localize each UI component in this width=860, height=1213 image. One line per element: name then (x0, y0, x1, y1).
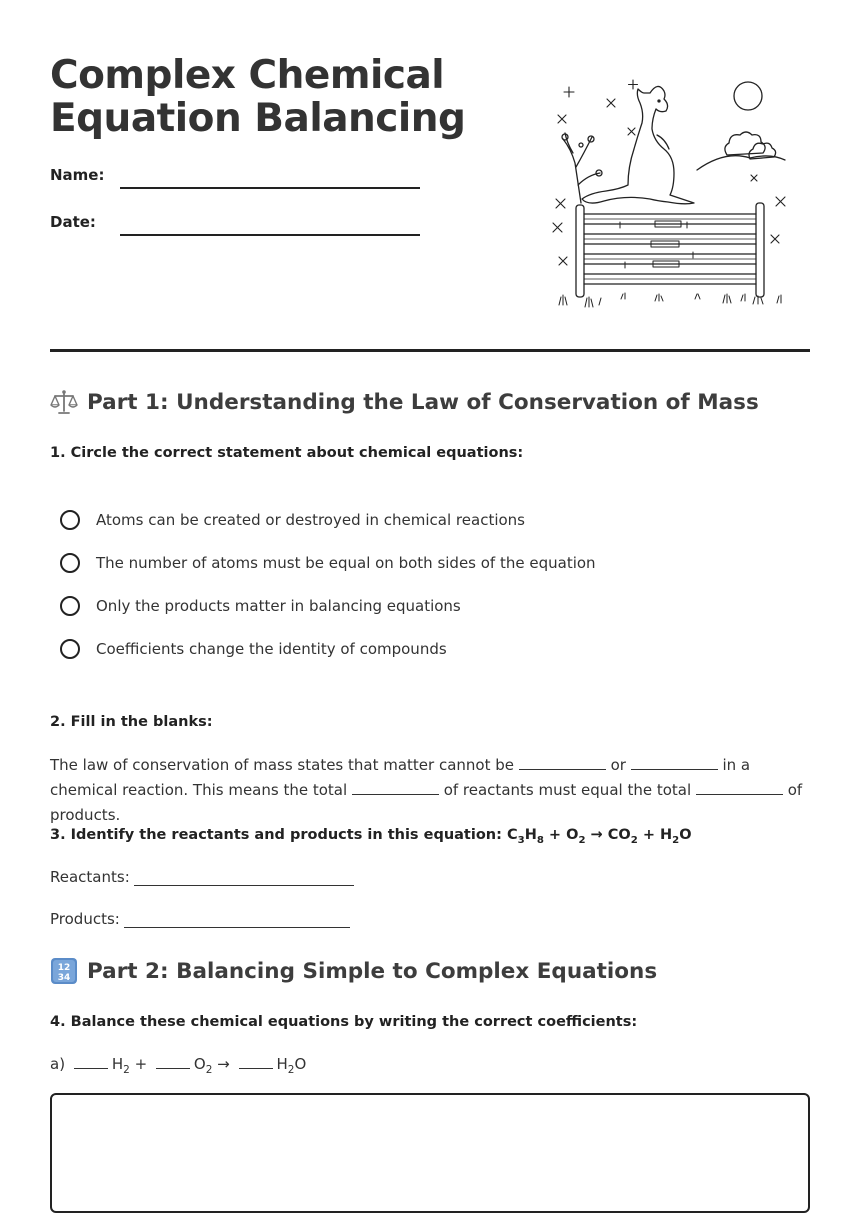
svg-text:12: 12 (57, 963, 71, 973)
part2-heading (50, 957, 657, 985)
q3-equation: $C_3H_8 + O_2 \to CO_2 + H_2O$ (506, 827, 692, 846)
question-2-prompt: 2. Fill in the blanks: (50, 714, 213, 730)
q4a-label: a) (50, 1055, 66, 1073)
q3-prompt-text: 3. Identify the reactants and products in this equation: (50, 827, 507, 843)
part1-heading (50, 388, 759, 416)
hill (697, 156, 785, 170)
title-line-2: Equation Balancing (50, 96, 466, 141)
name-field[interactable] (120, 187, 420, 189)
q1-option-1-label: Atoms can be created or destroyed in chemical reactions (96, 511, 525, 529)
q4a-coefficient-1[interactable] (74, 1055, 108, 1069)
grass (559, 293, 781, 307)
q1-option-1[interactable] (60, 510, 525, 530)
question-1-prompt: 1. Circle the correct statement about chemical equations: (50, 445, 524, 461)
q2-blank-4[interactable] (696, 781, 783, 795)
q1-option-3-label: Only the products matter in balancing equations (96, 597, 461, 615)
q4a-coefficient-2[interactable] (156, 1055, 190, 1069)
q2-blank-3[interactable] (352, 781, 439, 795)
question-4-prompt: 4. Balance these chemical equations by writing the correct coefficients: (50, 1014, 638, 1030)
header-divider (50, 349, 810, 352)
q1-option-4-label: Coefficients change the identity of compounds (96, 640, 447, 658)
kangaroo (582, 86, 694, 203)
question-2-paragraph (50, 753, 810, 828)
q2-blank-2[interactable] (631, 756, 718, 770)
question-3-prompt (50, 827, 692, 846)
products-answer-line[interactable] (124, 913, 350, 928)
reactants-answer-line[interactable] (134, 871, 354, 886)
q2-text-5: of products. (50, 781, 803, 824)
q1-option-4[interactable] (60, 639, 447, 659)
kangaroo-fence-illustration (545, 75, 795, 315)
bushes (725, 132, 776, 159)
numbers-keycap-icon (50, 957, 78, 985)
svg-text:34: 34 (57, 973, 71, 983)
q2-text-2: or (610, 756, 626, 774)
balance-scale-icon (50, 388, 78, 416)
date-field[interactable] (120, 234, 420, 236)
date-label: Date: (50, 213, 96, 231)
q4-equation-a: a) $H_2 + O_2 \to H_2O$ (50, 1055, 307, 1076)
q4a-coefficient-3[interactable] (239, 1055, 273, 1069)
name-label: Name: (50, 166, 105, 184)
q1-option-2-label: The number of atoms must be equal on both sides of the equation (96, 554, 596, 572)
q2-blank-1[interactable] (519, 756, 606, 770)
q2-text-3: in a chemical reaction. This means the total (50, 756, 751, 799)
q2-text-4: of reactants must equal the total (443, 781, 692, 799)
sparkle-icons (553, 80, 785, 265)
sun-icon (734, 82, 762, 110)
q1-option-3[interactable] (60, 596, 461, 616)
reactants-label: Reactants: (50, 868, 130, 886)
q2-text-1: The law of conservation of mass states that matter cannot be (50, 756, 514, 774)
products-label: Products: (50, 910, 120, 928)
part2-title: Part 2: Balancing Simple to Complex Equations (87, 958, 658, 984)
reactants-row (50, 868, 354, 886)
q1-option-2[interactable] (60, 553, 596, 573)
q1-option-2-circle[interactable] (60, 553, 80, 573)
q4-work-box[interactable] (50, 1093, 810, 1213)
q1-option-1-circle[interactable] (60, 510, 80, 530)
part1-title: Part 1: Understanding the Law of Conservation of Mass (87, 389, 759, 415)
products-row (50, 910, 350, 928)
q1-option-3-circle[interactable] (60, 596, 80, 616)
fence (576, 203, 764, 297)
page-title (50, 54, 465, 140)
title-line-1: Complex Chemical (50, 53, 445, 98)
q1-option-4-circle[interactable] (60, 639, 80, 659)
